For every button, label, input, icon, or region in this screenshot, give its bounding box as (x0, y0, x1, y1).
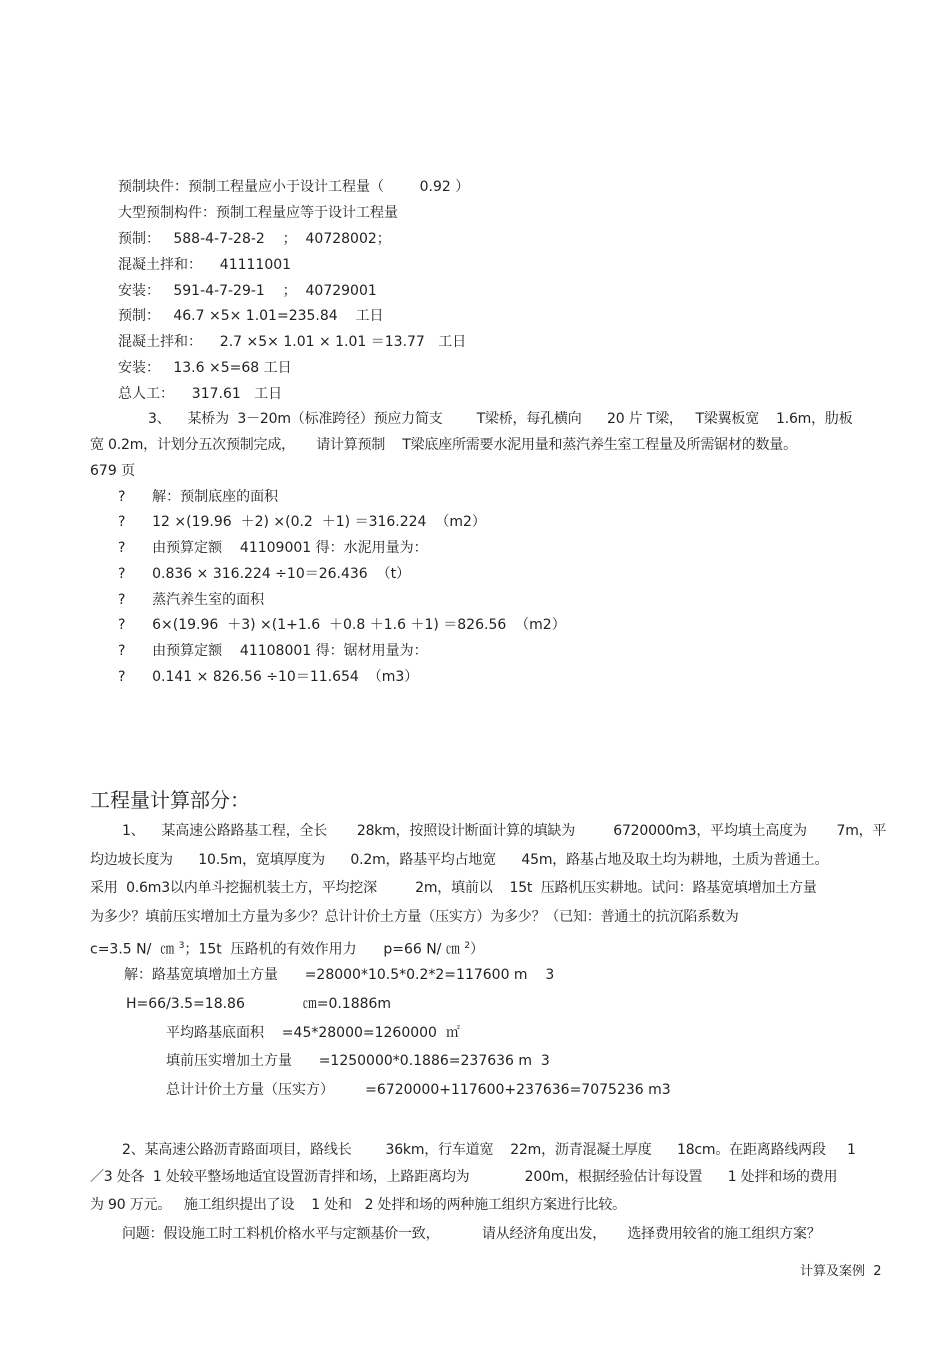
question-3-line-2: 宽 0.2m，计划分五次预制完成， 请计算预制 T梁底座所需要水泥用量和蒸汽养生室工程量及所需锯材的数量。 (90, 437, 797, 453)
text-line: 预制： 46.7 ×5× 1.01=235.84 工日 (118, 308, 384, 324)
solution-line: ? 0.141 × 826.56 ÷10＝11.654 （m3） (118, 669, 419, 685)
solution-line: ? 蒸汽养生室的面积 (118, 592, 265, 608)
problem-1-solution-line: 平均路基底面积 =45*28000=1260000 ㎡ (166, 1025, 460, 1041)
problem-2-line: 2、某高速公路沥青路面项目，路线长 36km，行车道宽 22m，沥青混凝土厚度 18cm。在距离路线两段 1 (122, 1142, 856, 1158)
problem-2-line: ／3 处各 1 处较平整场地适宜设置沥青拌和场，上路距离均为 200m，根据经验估计每设置 1 处拌和场的费用 (90, 1169, 838, 1185)
text-line: 预制块件：预制工程量应小于设计工程量（ 0.92 ） (118, 179, 470, 195)
solution-line: ? 0.836 × 316.224 ÷10＝26.436 （t） (118, 566, 411, 582)
text-line: 预制： 588-4-7-28-2 ； 40728002； (118, 231, 391, 247)
problem-2-line: 为 90 万元。 施工组织提出了设 1 处和 2 处拌和场的两种施工组织方案进行比较。 (90, 1197, 626, 1213)
problem-1-solution-line: H=66/3.5=18.86 ㎝=0.1886m (126, 996, 392, 1012)
text-line: 总人工： 317.61 工日 (118, 386, 283, 402)
problem-1-line: 为多少？填前压实增加土方量为多少？总计计价土方量（压实方）为多少？（已知：普通土的抗沉陷系数为 (90, 909, 739, 925)
solution-line: ? 由预算定额 41108001 得：锯材用量为： (118, 643, 428, 659)
text-line: 安装： 13.6 ×5=68 工日 (118, 360, 292, 376)
problem-1-line: 采用 0.6m3以内单斗挖掘机装土方，平均挖深 2m，填前以 15t 压路机压实耕地。试问：路基宽填增加土方量 (90, 880, 817, 896)
solution-line: ? 由预算定额 41109001 得：水泥用量为： (118, 540, 428, 556)
solution-line: ? 12 ×(19.96 ＋2) ×(0.2 ＋1) ＝316.224 （m2） (118, 514, 486, 530)
problem-1-solution-line: 总计计价土方量（压实方） =6720000+117600+237636=7075236 m3 (166, 1082, 671, 1098)
problem-1-line: 均边坡长度为 10.5m，宽填厚度为 0.2m，路基平均占地宽 45m，路基占地及取土均为耕地，土质为普通土。 (90, 852, 829, 868)
problem-1-line: 1、 某高速公路路基工程，全长 28km，按照设计断面计算的填缺为 6720000m3，平均填土高度为 7m，平 (122, 823, 887, 839)
page-reference: 679 页 (90, 463, 136, 479)
problem-1-solution-line: 填前压实增加土方量 =1250000*0.1886=237636 m 3 (166, 1053, 550, 1069)
text-line: 大型预制构件：预制工程量应等于设计工程量 (118, 205, 398, 221)
problem-1-solution-line: 解：路基宽填增加土方量 =28000*10.5*0.2*2=117600 m 3 (124, 967, 555, 983)
section-title: 工程量计算部分： (90, 788, 250, 812)
text-line: 混凝土拌和： 41111001 (118, 257, 292, 273)
page-footer: 计算及案例 2 (800, 1264, 882, 1279)
question-3-line-1: 3、 某桥为 3－20m（标准跨径）预应力简支 T梁桥，每孔横向 20 片 T梁， T梁翼板宽 1.6m，肋板 (148, 411, 853, 427)
problem-2-question: 问题：假设施工时工料机价格水平与定额基价一致， 请从经济角度出发， 选择费用较省的施工组织方案？ (122, 1226, 821, 1242)
text-line: 混凝土拌和： 2.7 ×5× 1.01 × 1.01 ＝13.77 工日 (118, 334, 467, 350)
solution-line: ? 6×(19.96 ＋3) ×(1+1.6 ＋0.8 ＋1.6 ＋1) ＝826.56 （m2） (118, 617, 566, 633)
problem-1-given: c=3.5 N/ ㎝ $^3$；15t 压路机的有效作用力 p=66 N/ ㎝ $^2$） (90, 941, 485, 958)
solution-line: ? 解：预制底座的面积 (118, 489, 279, 505)
text-line: 安装： 591-4-7-29-1 ； 40729001 (118, 283, 377, 299)
